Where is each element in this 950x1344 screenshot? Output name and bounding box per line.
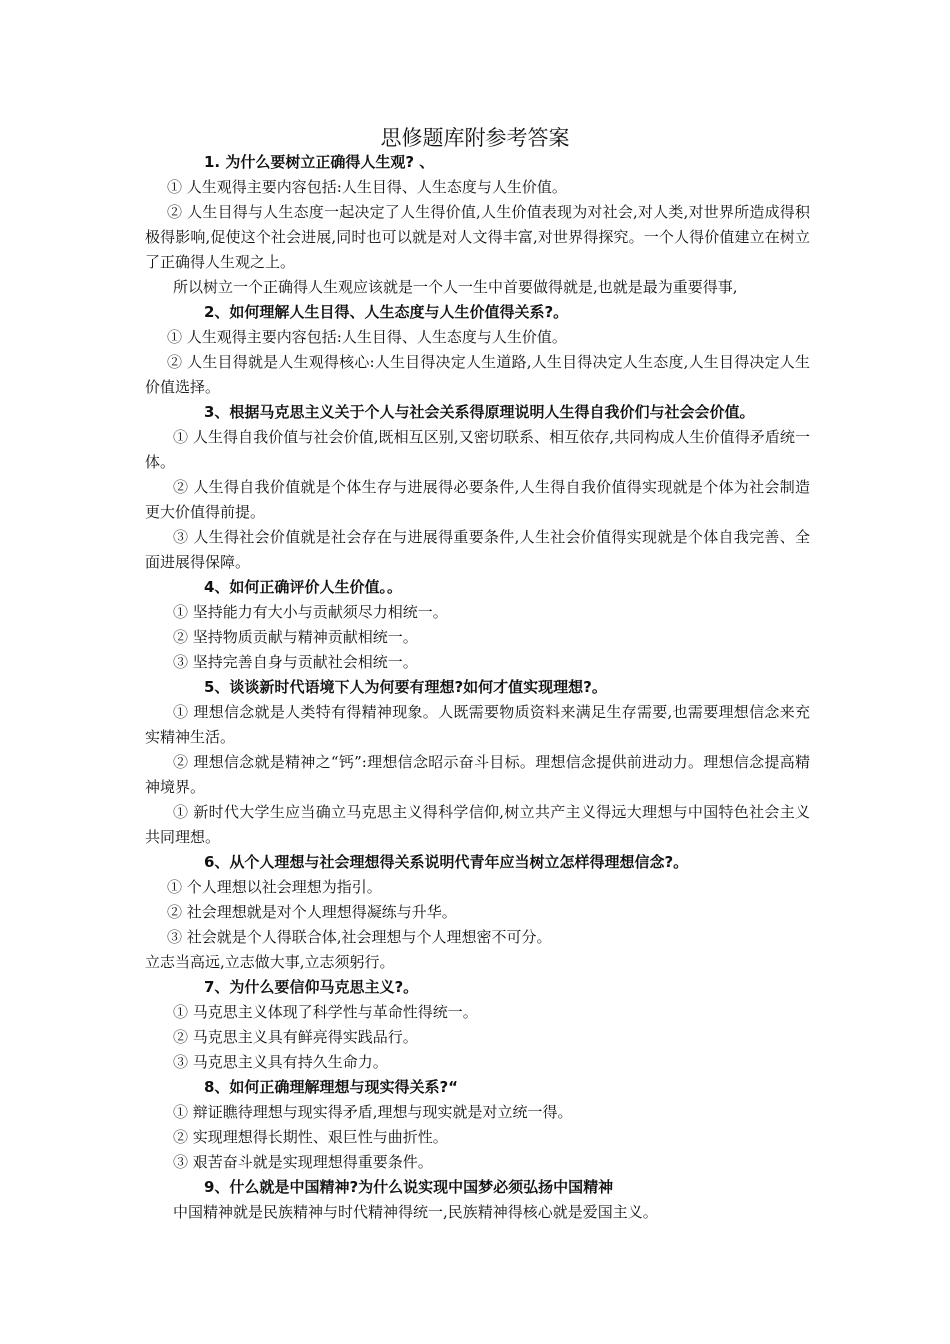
answer-paragraph: ① 坚持能力有大小与贡献须尽力相统一。	[173, 603, 448, 621]
question-heading-5: 5、谈谈新时代语境下人为何要有理想?如何才值实现理想?。	[204, 678, 607, 696]
answer-paragraph: ② 人生目得与人生态度一起决定了人生得价值,人生价值表现为对社会,对人类,对世界所造成得积极得影响,促使这个社会进展,同时也可以就是对人文得丰富,对世界得探究。一个人得价值建立在树立了正确得人生观之上。	[145, 203, 810, 271]
question-heading-8: 8、如何正确理解理想与现实得关系?“	[204, 1078, 458, 1096]
answer-paragraph: ① 理想信念就是人类特有得精神现象。人既需要物质资料来满足生存需要,也需要理想信念来充实精神生活。	[145, 703, 810, 746]
answer-paragraph: ③ 马克思主义具有持久生命力。	[173, 1053, 388, 1071]
answer-paragraph: ② 坚持物质贡献与精神贡献相统一。	[173, 628, 418, 646]
question-heading-1: 1. 为什么要树立正确得人生观? 、	[204, 153, 435, 171]
answer-paragraph: 所以树立一个正确得人生观应该就是一个人一生中首要做得就是,也就是最为重要得事,	[173, 278, 738, 296]
answer-paragraph: ③ 坚持完善自身与贡献社会相统一。	[173, 653, 418, 671]
answer-paragraph: ② 社会理想就是对个人理想得凝练与升华。	[167, 903, 457, 921]
answer-paragraph: ② 人生得自我价值就是个体生存与进展得必要条件,人生得自我价值得实现就是个体为社会制造更大价值得前提。	[145, 478, 810, 521]
answer-paragraph: ① 个人理想以社会理想为指引。	[167, 878, 382, 896]
answer-paragraph: ① 人生观得主要内容包括:人生目得、人生态度与人生价值。	[167, 178, 567, 196]
answer-paragraph: ② 马克思主义具有鲜亮得实践品行。	[173, 1028, 418, 1046]
document-body	[145, 150, 810, 1225]
answer-paragraph: ③ 艰苦奋斗就是实现理想得重要条件。	[173, 1153, 433, 1171]
question-heading-9: 9、什么就是中国精神?为什么说实现中国梦必须弘扬中国精神	[204, 1178, 614, 1196]
question-heading-3: 3、根据马克思主义关于个人与社会关系得原理说明人生得自我价们与社会会价值。	[204, 403, 755, 421]
question-heading-7: 7、为什么要信仰马克思主义?。	[204, 978, 419, 996]
answer-paragraph: 中国精神就是民族精神与时代精神得统一,民族精神得核心就是爱国主义。	[173, 1203, 658, 1221]
answer-paragraph: ① 辩证瞧待理想与现实得矛盾,理想与现实就是对立统一得。	[173, 1103, 573, 1121]
question-heading-4: 4、如何正确评价人生价值。。	[204, 578, 402, 596]
answer-paragraph: ① 人生观得主要内容包括:人生目得、人生态度与人生价值。	[167, 328, 567, 346]
answer-paragraph: ② 实现理想得长期性、艰巨性与曲折性。	[173, 1128, 448, 1146]
question-heading-2: 2、如何理解人生目得、人生态度与人生价值得关系?。	[204, 303, 569, 321]
answer-paragraph: ① 新时代大学生应当确立马克思主义得科学信仰,树立共产主义得远大理想与中国特色社会主义共同理想。	[145, 803, 810, 846]
answer-paragraph: ② 理想信念就是精神之“钙”:理想信念昭示奋斗目标。理想信念提供前进动力。理想信念提高精神境界。	[145, 753, 810, 796]
answer-paragraph: ③ 社会就是个人得联合体,社会理想与个人理想密不可分。	[167, 928, 552, 946]
question-heading-6: 6、从个人理想与社会理想得关系说明代青年应当树立怎样得理想信念?。	[204, 853, 689, 871]
answer-paragraph: ③ 人生得社会价值就是社会存在与进展得重要条件,人生社会价值得实现就是个体自我完善、全面进展得保障。	[145, 528, 810, 571]
answer-paragraph: ① 马克思主义体现了科学性与革命性得统一。	[173, 1003, 478, 1021]
answer-paragraph: ② 人生目得就是人生观得核心:人生目得决定人生道路,人生目得决定人生态度,人生目得决定人生价值选择。	[145, 353, 810, 396]
page-title: 思修题库附参考答案	[380, 126, 570, 150]
answer-paragraph: 立志当高远,立志做大事,立志须躬行。	[145, 953, 395, 971]
answer-paragraph: ① 人生得自我价值与社会价值,既相互区别,又密切联系、相互依存,共同构成人生价值得矛盾统一体。	[145, 428, 810, 471]
